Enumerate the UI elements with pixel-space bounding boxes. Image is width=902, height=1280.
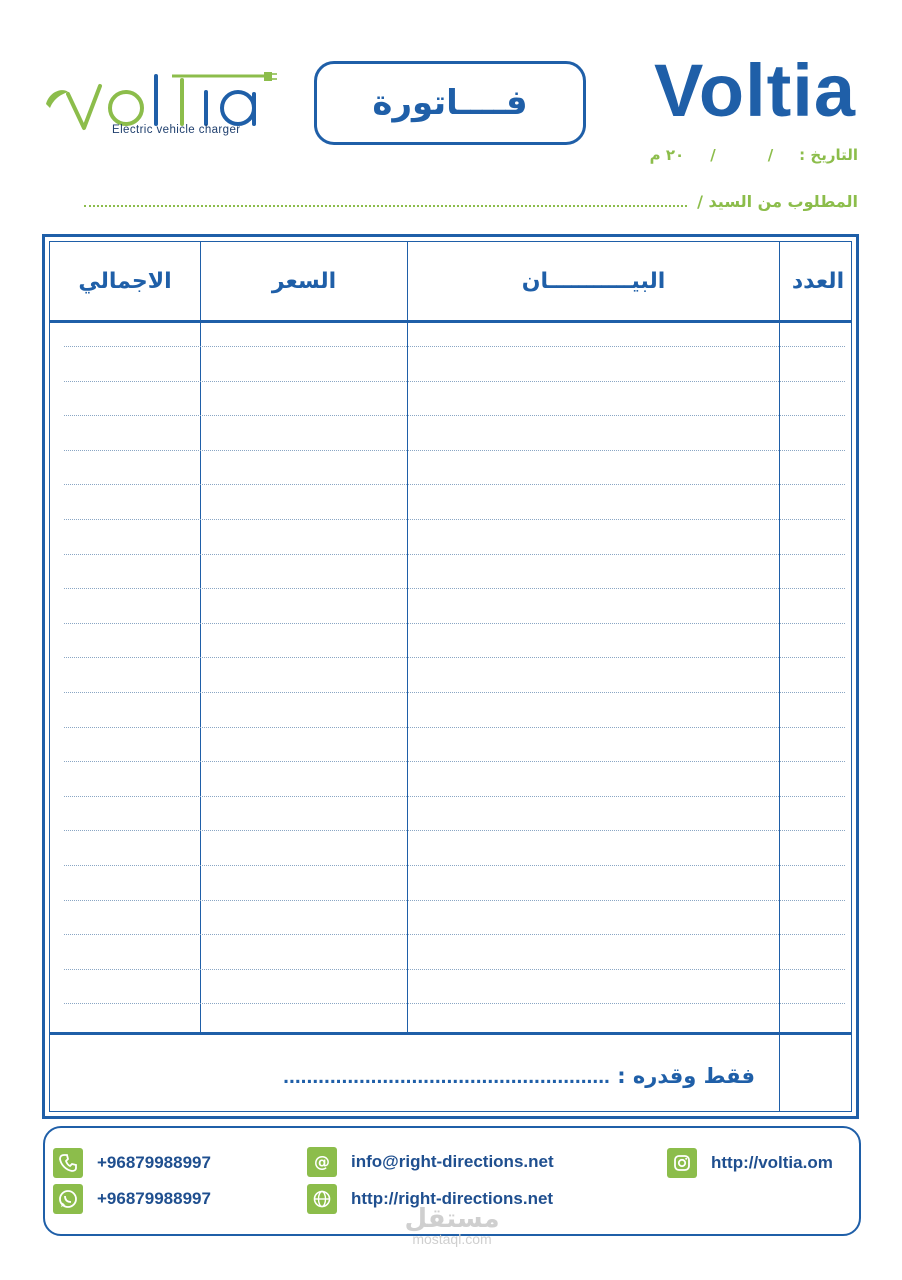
table-row[interactable]: [64, 346, 845, 347]
table-row[interactable]: [64, 727, 845, 728]
whatsapp-icon: [53, 1184, 83, 1214]
amount-in-words-field[interactable]: [283, 1064, 755, 1089]
requested-from-field[interactable]: [84, 192, 858, 211]
date-separator: /: [767, 146, 774, 164]
watermark-arabic: مستقل: [404, 1204, 500, 1234]
svg-text:@: @: [314, 1152, 330, 1171]
watermark: [396, 1206, 508, 1246]
instagram-contact[interactable]: [667, 1148, 833, 1178]
brand-name: Voltia: [654, 49, 856, 132]
date-label: التاريخ :: [799, 146, 858, 164]
plug-icon: [264, 72, 277, 81]
amount-in-words-label: فقط وقدره :: [617, 1064, 755, 1088]
table-row[interactable]: [64, 484, 845, 485]
email-contact[interactable]: [307, 1147, 554, 1177]
table-row[interactable]: [64, 519, 845, 520]
requested-from-label: المطلوب من السيد /: [697, 192, 858, 211]
column-header-total: الاجمالي: [78, 268, 172, 294]
column-divider: [779, 242, 780, 1033]
footer-divider: [50, 1032, 851, 1035]
header-divider: [50, 320, 851, 323]
watermark-latin: mostaql.com: [412, 1231, 492, 1247]
table-row[interactable]: [64, 969, 845, 970]
instagram-icon: [667, 1148, 697, 1178]
table-row[interactable]: [64, 588, 845, 589]
table-row[interactable]: [64, 415, 845, 416]
company-logo: [42, 66, 282, 146]
date-separator: /: [710, 146, 716, 164]
instagram-url: http://voltia.om: [711, 1153, 833, 1172]
globe-icon: [307, 1184, 337, 1214]
table-row[interactable]: [64, 830, 845, 831]
column-header-description: البيـــــــــــان: [521, 268, 666, 294]
table-row[interactable]: [64, 865, 845, 866]
invoice-table: [42, 234, 859, 1119]
table-row[interactable]: [64, 381, 845, 382]
table-row[interactable]: [64, 1003, 845, 1004]
email-address: info@right-directions.net: [351, 1152, 554, 1171]
table-row[interactable]: [64, 761, 845, 762]
website-url: http://right-directions.net: [351, 1189, 554, 1208]
leaf-icon: [46, 90, 68, 108]
table-row[interactable]: [64, 657, 845, 658]
amount-in-words-dots: ........................................................: [283, 1065, 610, 1088]
table-row[interactable]: [64, 554, 845, 555]
column-header-price: السعر: [271, 268, 337, 294]
whatsapp-number: +96879988997: [97, 1189, 211, 1208]
table-row[interactable]: [64, 450, 845, 451]
phone-contact[interactable]: [53, 1148, 211, 1178]
column-header-quantity: العدد: [791, 268, 845, 294]
table-row[interactable]: [64, 900, 845, 901]
column-divider: [779, 1035, 780, 1111]
logo-tagline: Electric vehicle charger: [112, 124, 241, 136]
column-divider: [407, 242, 408, 1033]
invoice-table-inner: [49, 241, 852, 1112]
table-row[interactable]: [64, 796, 845, 797]
invoice-title: فــــاتورة: [372, 83, 528, 123]
table-row[interactable]: [64, 623, 845, 624]
requested-from-dotted-line: [84, 195, 687, 207]
date-field[interactable]: [650, 146, 858, 164]
invoice-title-box: [314, 61, 586, 145]
email-icon: [307, 1147, 337, 1177]
table-row[interactable]: [64, 934, 845, 935]
phone-icon: [53, 1148, 83, 1178]
table-row[interactable]: [64, 692, 845, 693]
phone-number: +96879988997: [97, 1153, 211, 1172]
column-divider: [200, 242, 201, 1033]
date-year: ٢٠ م: [649, 146, 685, 164]
whatsapp-contact[interactable]: [53, 1184, 211, 1214]
